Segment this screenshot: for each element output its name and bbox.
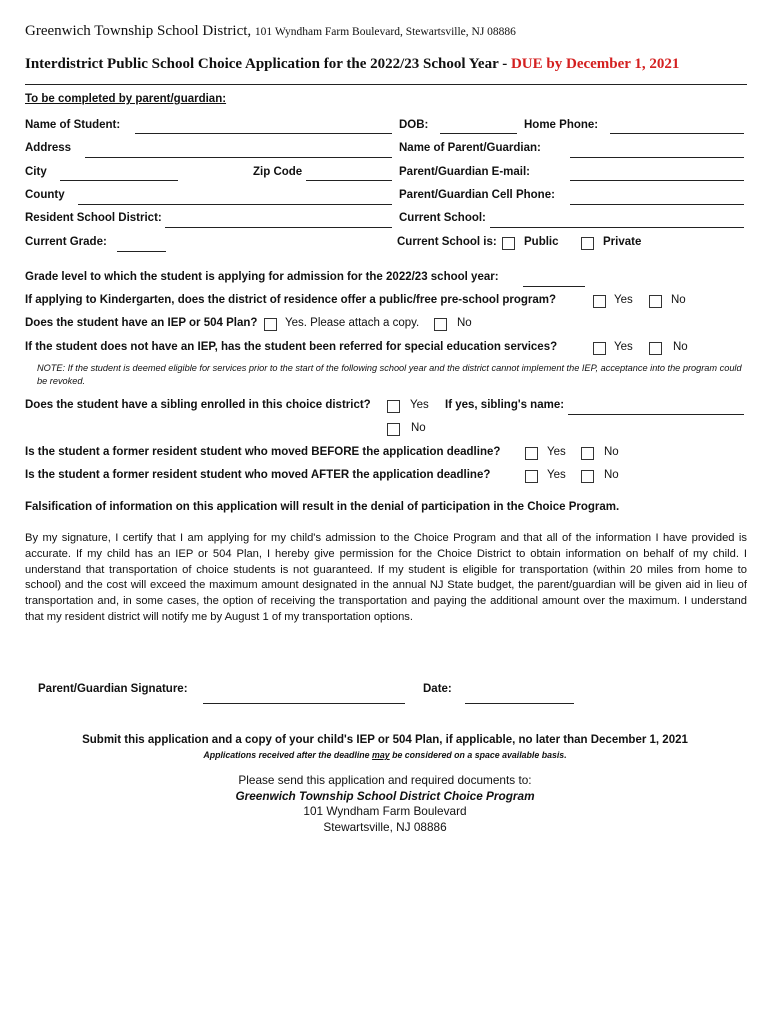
- county-label: County: [25, 189, 65, 201]
- falsification-warning: Falsification of information on this application will result in the denial of participation in the Choice Program.: [25, 501, 620, 513]
- student-name-label: Name of Student:: [25, 119, 121, 131]
- current-school-type-label: Current School is:: [397, 236, 497, 248]
- mailing-org: Greenwich Township School District Choice Program: [235, 789, 535, 803]
- parent-email-field[interactable]: [570, 180, 744, 181]
- address-label: Address: [25, 142, 72, 154]
- signature-field[interactable]: [203, 703, 405, 704]
- district-address: 101 Wyndham Farm Boulevard, Stewartsville, NJ 08886: [254, 26, 516, 38]
- late-notice: [0, 750, 770, 760]
- resident-district-field[interactable]: [165, 227, 392, 228]
- section-heading: To be completed by parent/guardian:: [25, 93, 227, 105]
- district-name: Greenwich Township School District,: [25, 23, 252, 39]
- former-before-question: Is the student a former resident student who moved BEFORE the application deadline?: [25, 446, 501, 458]
- sibling-name-label: If yes, sibling's name:: [445, 399, 565, 411]
- late-notice-b: be considered on a space available basis.: [389, 750, 567, 760]
- referred-no-checkbox[interactable]: [649, 342, 662, 355]
- form-title-text: Interdistrict Public School Choice Application for the 2022/23 School Year -: [25, 56, 508, 72]
- header-rule: [25, 84, 747, 85]
- sibling-yes-checkbox[interactable]: [387, 400, 400, 413]
- due-date: DUE by December 1, 2021: [510, 56, 680, 72]
- parent-name-label: Name of Parent/Guardian:: [399, 142, 541, 154]
- former-after-no-checkbox[interactable]: [581, 470, 594, 483]
- late-notice-may: may: [372, 750, 390, 760]
- mailing-intro: Please send this application and required documents to:: [238, 773, 532, 787]
- former-before-yes-checkbox[interactable]: [525, 447, 538, 460]
- form-title: [25, 56, 679, 73]
- signature-label: Parent/Guardian Signature:: [38, 683, 188, 695]
- city-field[interactable]: [60, 180, 178, 181]
- zip-field[interactable]: [306, 180, 392, 181]
- home-phone-label: Home Phone:: [524, 119, 599, 131]
- submit-instruction: Submit this application and a copy of your child's IEP or 504 Plan, if applicable, no later than December 1, 2021: [82, 734, 688, 746]
- public-label: Public: [524, 236, 559, 248]
- former-before-yes-label: Yes: [547, 446, 566, 458]
- resident-district-label: Resident School District:: [25, 212, 162, 224]
- sibling-no-checkbox[interactable]: [387, 423, 400, 436]
- county-field[interactable]: [78, 204, 392, 205]
- former-before-no-label: No: [604, 446, 619, 458]
- sibling-no-label: No: [411, 422, 426, 434]
- grade-level-field[interactable]: [523, 286, 585, 287]
- mailing-street: 101 Wyndham Farm Boulevard: [303, 804, 467, 818]
- student-name-field[interactable]: [135, 133, 392, 134]
- iep-yes-checkbox[interactable]: [264, 318, 277, 331]
- iep-no-label: No: [457, 317, 472, 329]
- referred-yes-label: Yes: [614, 341, 633, 353]
- address-field[interactable]: [85, 157, 392, 158]
- zip-label: Zip Code: [253, 166, 303, 178]
- former-after-yes-checkbox[interactable]: [525, 470, 538, 483]
- kindergarten-yes-checkbox[interactable]: [593, 295, 606, 308]
- kindergarten-yes-label: Yes: [614, 294, 633, 306]
- parent-email-label: Parent/Guardian E-mail:: [399, 166, 531, 178]
- referred-no-label: No: [673, 341, 688, 353]
- current-school-field[interactable]: [490, 227, 744, 228]
- former-after-yes-label: Yes: [547, 469, 566, 481]
- iep-note: NOTE: If the student is deemed eligible for services prior to the start of the following school year and the district cannot implement the IEP, acceptance into the program could be revoked.: [37, 363, 742, 386]
- parent-cell-label: Parent/Guardian Cell Phone:: [399, 189, 555, 201]
- sibling-name-field[interactable]: [568, 414, 744, 415]
- signature-date-label: Date:: [423, 683, 452, 695]
- dob-label: DOB:: [399, 119, 429, 131]
- referred-yes-checkbox[interactable]: [593, 342, 606, 355]
- parent-cell-field[interactable]: [570, 204, 744, 205]
- home-phone-field[interactable]: [610, 133, 744, 134]
- former-after-question: Is the student a former resident student who moved AFTER the application deadline?: [25, 469, 491, 481]
- kindergarten-question: If applying to Kindergarten, does the district of residence offer a public/free pre-school program?: [25, 294, 556, 306]
- district-header: [25, 23, 516, 40]
- public-checkbox[interactable]: [502, 237, 515, 250]
- dob-field[interactable]: [440, 133, 517, 134]
- parent-name-field[interactable]: [570, 157, 744, 158]
- current-grade-label: Current Grade:: [25, 236, 107, 248]
- sibling-yes-label: Yes: [410, 399, 429, 411]
- kindergarten-no-label: No: [671, 294, 686, 306]
- city-label: City: [25, 166, 47, 178]
- current-school-label: Current School:: [399, 212, 486, 224]
- referred-question: If the student does not have an IEP, has the student been referred for special education services?: [25, 341, 558, 353]
- iep-yes-label: Yes. Please attach a copy.: [285, 317, 420, 329]
- late-notice-a: Applications received after the deadline: [203, 750, 373, 760]
- grade-level-question: Grade level to which the student is applying for admission for the 2022/23 school year:: [25, 271, 499, 283]
- mailing-city: Stewartsville, NJ 08886: [323, 820, 447, 834]
- current-grade-field[interactable]: [117, 251, 166, 252]
- certification-text: By my signature, I certify that I am applying for my child's admission to the Choice Program and that all of the information I have provided is accurate. If my child has an IEP or 504 Plan, I hereby give permission for the Choice District to obtain information on behalf of my child. I understand that transportation of choice students is not guaranteed. If my student is eligible for transportation (within 20 miles from home to school) and the cost will exceed the maximum amount designated in the annual NJ State budget, the parent/guardian will be given aid in lieu of transportation and, in some cases, the option of receiving the transportation and paying the additional amount over the maximum. I understand that my resident district will notify me by August 1 of my transportation options.: [25, 532, 747, 623]
- iep-question: Does the student have an IEP or 504 Plan?: [25, 317, 258, 329]
- sibling-question: Does the student have a sibling enrolled in this choice district?: [25, 399, 371, 411]
- kindergarten-no-checkbox[interactable]: [649, 295, 662, 308]
- former-before-no-checkbox[interactable]: [581, 447, 594, 460]
- private-label: Private: [603, 236, 642, 248]
- former-after-no-label: No: [604, 469, 619, 481]
- signature-date-field[interactable]: [465, 703, 574, 704]
- iep-no-checkbox[interactable]: [434, 318, 447, 331]
- private-checkbox[interactable]: [581, 237, 594, 250]
